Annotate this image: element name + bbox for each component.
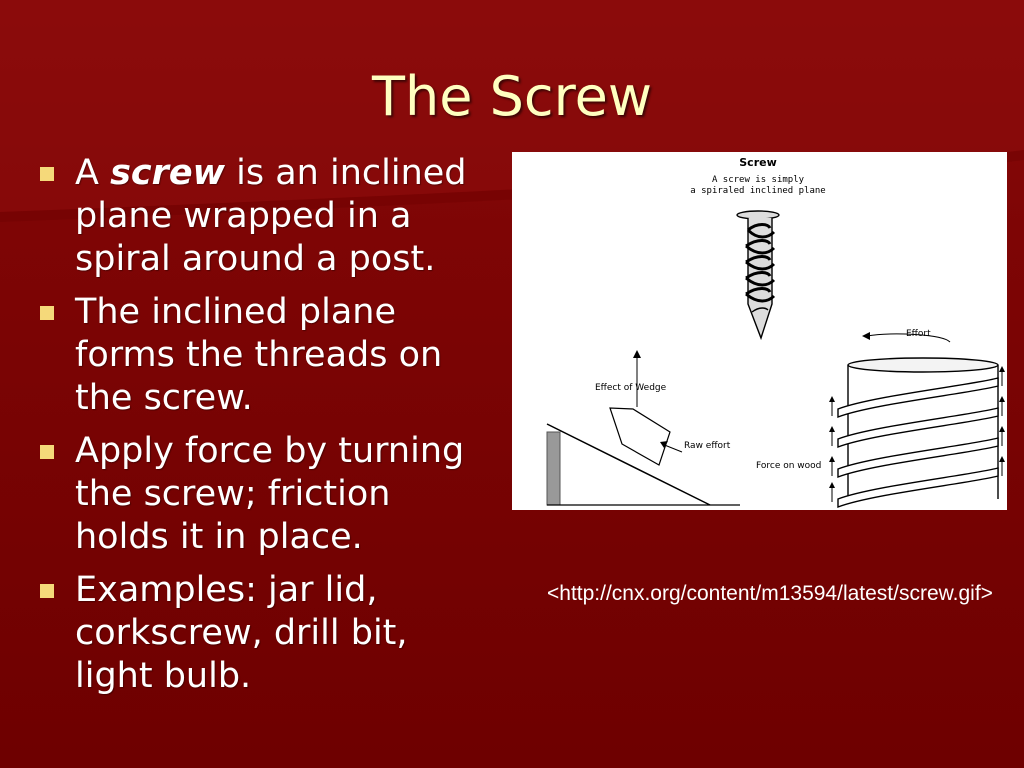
screw-icon <box>737 211 779 338</box>
diagram-title: Screw <box>739 156 777 169</box>
bullet-text: The inclined plane forms the threads on the screw. <box>75 292 443 418</box>
square-bullet-icon <box>40 167 54 181</box>
wedge-diagram <box>547 350 740 505</box>
label-raw-effort: Raw effort <box>684 441 731 451</box>
square-bullet-icon <box>40 445 54 459</box>
bullet-text: Examples: jar lid, corkscrew, drill bit, light bulb. <box>75 570 408 696</box>
bullet-list <box>36 152 486 708</box>
bullet-text-pre: A <box>75 153 111 193</box>
bullet-item <box>36 569 486 698</box>
bullet-item <box>36 430 486 559</box>
bullet-text: Apply force by turning the screw; friction holds it in place. <box>75 431 465 557</box>
label-effort: Effort <box>906 329 931 339</box>
bullet-item <box>36 152 486 281</box>
thread-diagram <box>756 329 1005 507</box>
bullet-text-post: is an inclined plane wrapped in a spiral around a post. <box>75 153 467 279</box>
slide-title: The Screw <box>372 65 652 128</box>
square-bullet-icon <box>40 306 54 320</box>
bullet-text-emphasis: screw <box>110 153 225 193</box>
bullet-item <box>36 291 486 420</box>
screw-diagram <box>512 152 1007 510</box>
square-bullet-icon <box>40 584 54 598</box>
label-force-on-wood: Force on wood <box>756 461 822 471</box>
image-source-caption: <http://cnx.org/content/m13594/latest/screw.gif> <box>547 582 993 605</box>
diagram-subtitle-line1: A screw is simply <box>711 175 805 185</box>
screw-diagram-svg <box>512 152 1007 510</box>
diagram-subtitle-line2: a spiraled inclined plane <box>690 186 826 196</box>
label-effect-of-wedge: Effect of Wedge <box>595 383 667 393</box>
